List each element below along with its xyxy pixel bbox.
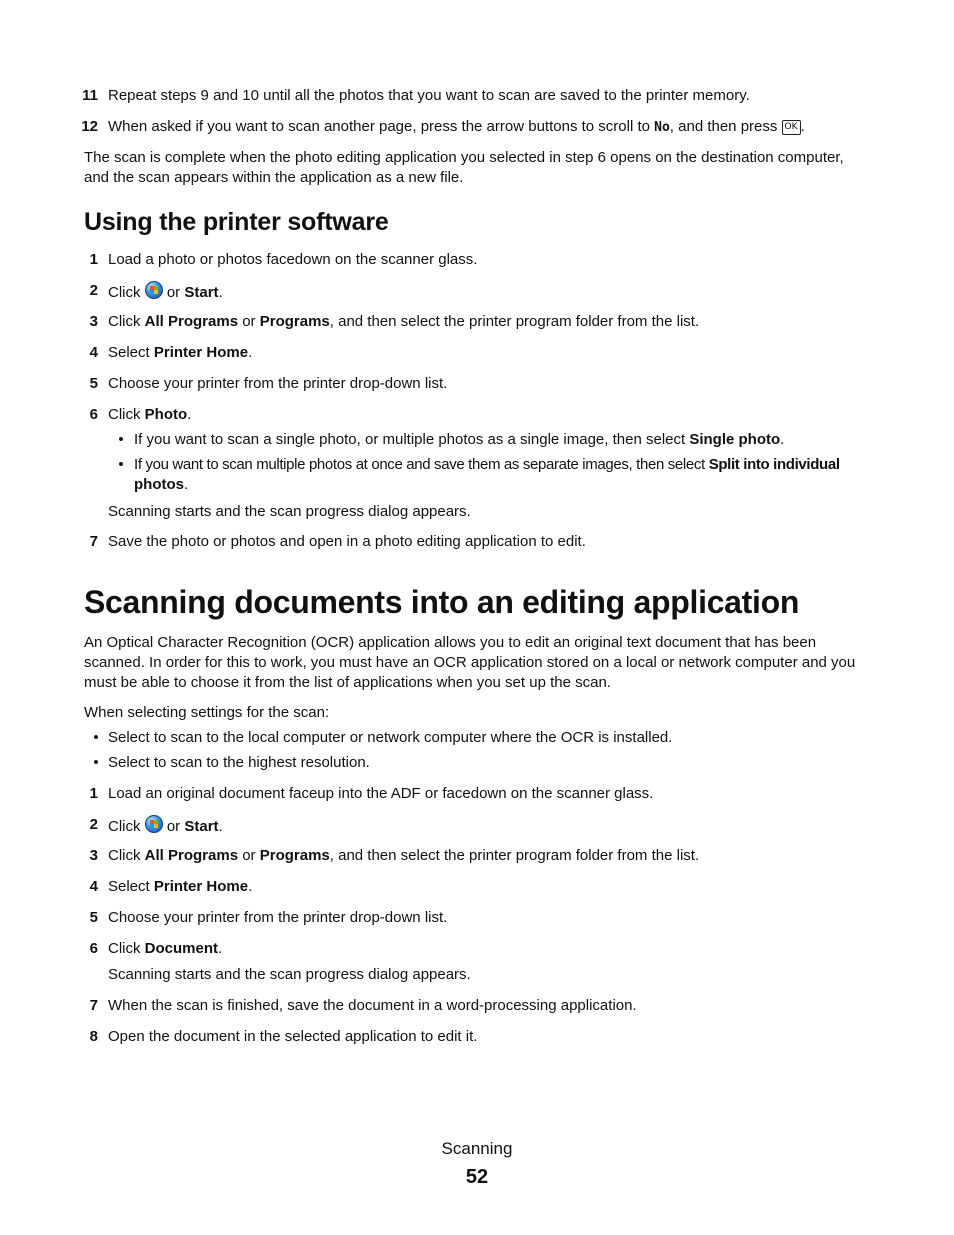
intro-paragraph: The scan is complete when the photo editing application you selected in step 6 opens on the destination computer, and the scan appears within the application as a new file. [84, 149, 844, 186]
bullet-text: If you want to scan multiple photos at once and save them as separate images, then select Split into individual [134, 456, 840, 473]
bullet-text: Select to scan to the local computer or network computer where the OCR is installed. [108, 729, 673, 746]
step-number: 12 [81, 118, 98, 135]
step-text: Click All Programs or Programs, and then select the printer program folder from the list. [108, 847, 700, 864]
step-note: Scanning starts and the scan progress dialog appears. [108, 503, 471, 520]
bullet-icon: • [93, 754, 99, 771]
step-number: 8 [89, 1028, 98, 1045]
step-number: 2 [89, 816, 98, 833]
step-text: Open the document in the selected application to edit it. [108, 1028, 478, 1045]
no-option-code: No [654, 120, 670, 135]
section-heading: Using the printer software [84, 208, 389, 236]
step-text: Choose your printer from the printer drop-down list. [108, 909, 448, 926]
bullet-icon: • [118, 456, 124, 473]
step-text: Click Document. [108, 940, 223, 957]
step-number: 5 [89, 909, 98, 926]
step-number: 5 [89, 375, 98, 392]
step-text: Choose your printer from the printer drop-down list. [108, 375, 448, 392]
step-text: When asked if you want to scan another page, press the arrow buttons to scroll to No, and then press OK . [108, 118, 805, 135]
bullet-text-continued: photos. [134, 476, 189, 493]
step-number: 4 [89, 344, 98, 361]
windows-start-orb-icon [145, 281, 163, 299]
step-text: Click Photo. [108, 406, 192, 423]
step-text: Click All Programs or Programs, and then select the printer program folder from the list. [108, 313, 700, 330]
step-number: 6 [89, 940, 98, 957]
step-number: 11 [82, 87, 98, 104]
ok-button-icon: OK [782, 120, 801, 135]
step-text: Click or Start. [108, 815, 223, 837]
step-text: Load a photo or photos facedown on the scanner glass. [108, 251, 478, 268]
step-number: 1 [89, 785, 98, 802]
footer-section-label: Scanning [441, 1139, 513, 1158]
step-text: Select Printer Home. [108, 878, 253, 895]
step-note: Scanning starts and the scan progress dialog appears. [108, 966, 471, 983]
page-number: 52 [465, 1166, 489, 1188]
bullet-text: Select to scan to the highest resolution. [108, 754, 370, 771]
step-number: 3 [89, 847, 98, 864]
settings-intro: When selecting settings for the scan: [84, 704, 330, 721]
bullet-icon: • [93, 729, 99, 746]
step-text: Load an original document faceup into the ADF or facedown on the scanner glass. [108, 785, 654, 802]
step-number: 2 [89, 282, 98, 299]
step-number: 7 [89, 997, 98, 1014]
step-text: Repeat steps 9 and 10 until all the photos that you want to scan are saved to the printer memory. [108, 87, 750, 104]
step-number: 3 [89, 313, 98, 330]
bullet-icon: • [118, 431, 124, 448]
step-text: Save the photo or photos and open in a photo editing application to edit. [108, 533, 586, 550]
step-number: 4 [89, 878, 98, 895]
step-number: 1 [89, 251, 98, 268]
step-text: When the scan is finished, save the document in a word-processing application. [108, 997, 637, 1014]
page-title: Scanning documents into an editing application [84, 584, 800, 620]
step-text: Click or Start. [108, 281, 223, 303]
step-text: Select Printer Home. [108, 344, 253, 361]
section-paragraph: An Optical Character Recognition (OCR) application allows you to edit an original text document that has been scanned. In order for this to work, you must have an OCR application stored on a local or network computer and you must be able to choose it from the list of applications when you set up the scan. [84, 634, 856, 691]
step-number: 6 [89, 406, 98, 423]
bullet-text: If you want to scan a single photo, or multiple photos as a single image, then select Single photo. [134, 431, 785, 448]
step-number: 7 [89, 533, 98, 550]
windows-start-orb-icon [145, 815, 163, 833]
